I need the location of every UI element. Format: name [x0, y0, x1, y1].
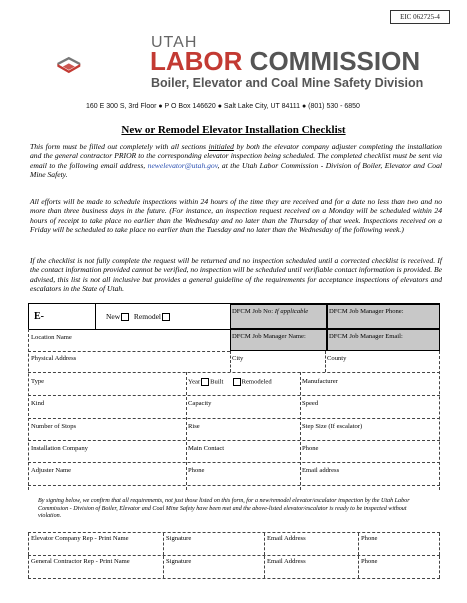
speed-label: Speed — [302, 400, 319, 407]
rise-label: Rise — [188, 423, 200, 430]
contractor-rep-phone-label[interactable]: Phone — [361, 558, 378, 565]
adjuster-name-label: Adjuster Name — [31, 467, 72, 474]
remodeled-label: Remodeled — [241, 378, 272, 386]
new-label: New — [106, 312, 121, 321]
e-number-field[interactable]: E- — [34, 311, 44, 322]
logo-division: Boiler, Elevator and Coal Mine Safety Division — [151, 76, 424, 90]
county-label: County — [327, 355, 347, 362]
built-checkbox[interactable] — [201, 378, 209, 386]
dfcm-manager-name-label: DFCM Job Manager Name: — [232, 333, 306, 340]
contractor-rep-name-label[interactable]: General Contractor Rep - Print Name — [31, 558, 130, 565]
address-line[interactable] — [28, 372, 440, 373]
requirements-paragraph: If the checklist is not fully complete the request will be returned and no inspection scheduled until a corrected checklist is received. If the contact information provided cannot be verified, no inspection will be scheduled until verifiable contact information is provided. Be advised, this list is not all inclusive but provides a general guideline of the requirements for acceptance inspections of elevators and escalators in the State of Utah. — [30, 256, 442, 294]
location-name-line[interactable] — [28, 351, 230, 352]
dfcm-manager-email-label: DFCM Job Manager Email: — [329, 333, 403, 340]
kind-label: Kind — [31, 400, 45, 407]
logo-state: UTAH — [151, 34, 198, 51]
submission-email-link[interactable]: newelevator@utah.gov — [147, 160, 218, 170]
capacity-label: Capacity — [188, 400, 212, 407]
physical-address-label: Physical Address — [31, 355, 77, 362]
year-group — [188, 378, 272, 387]
main-contact-label: Main Contact — [188, 445, 225, 452]
contractor-rep-email-label[interactable]: Email Address — [267, 558, 306, 565]
stops-label: Number of Stops — [31, 423, 77, 430]
remodel-checkbox[interactable] — [162, 313, 170, 321]
page-title: New or Remodel Elevator Installation Checklist — [121, 124, 346, 136]
type-label: Type — [31, 378, 45, 385]
installation-company-label: Installation Company — [31, 445, 88, 452]
general-contractor-signature-row — [28, 556, 440, 579]
type-line[interactable] — [28, 395, 440, 396]
city-label: City — [232, 355, 244, 362]
logo-title — [150, 48, 420, 74]
intro-paragraph: This form must be filled out completely with all sections initialed by both the elevator company adjuster completing the installation and the general contractor PRIOR to the corresponding elevator inspection being scheduled. The completed checklist must be sent via email to the following email address, newelevator@utah.gov, at the Utah Labor Commission - Division of Boiler, Elevator and Coal Mine Safety. — [30, 142, 442, 180]
form-id-box: EIC 062725-4 — [390, 10, 450, 24]
dfcm-job-no-label: DFCM Job No: If applicable — [232, 308, 309, 315]
elevator-rep-signature-label[interactable]: Signature — [166, 535, 192, 542]
signing-statement: By signing below, we confirm that all requirements, not just those listed on this form, for a new/remodel elevator/escalator inspection by the Utah Labor Commission - Division of Boiler, Elevator and Coal Mine Safety have been met and the above-listed elevator/escalator is ready to be inspected without violation. — [38, 498, 410, 520]
logo-labor: LABOR — [150, 46, 243, 76]
location-name-label: Location Name — [31, 334, 72, 341]
elevator-rep-phone-label[interactable]: Phone — [361, 535, 378, 542]
logo-commission: COMMISSION — [249, 46, 421, 76]
adjuster-phone-label: Phone — [188, 467, 205, 474]
remodeled-checkbox[interactable] — [233, 378, 241, 386]
built-label: Built — [210, 378, 224, 386]
installation-form — [28, 303, 440, 492]
adjuster-line[interactable] — [28, 485, 440, 486]
kind-line[interactable] — [28, 418, 440, 419]
labor-commission-logo — [56, 34, 146, 96]
elevator-rep-email-label[interactable]: Email Address — [267, 535, 306, 542]
company-phone-label: Phone — [302, 445, 319, 452]
stops-line[interactable] — [28, 440, 440, 441]
scheduling-paragraph: All efforts will be made to schedule inspections within 24 hours of the time they are received and for a date no less than two and no more than three business days in the future. (For instance, an inspection request received on a Monday will be scheduled within 24 hours of receipt to take place no earlier than the Wednesday and no later than the Thursday of that week. Inspections received on a Friday will be scheduled to take place no earlier than the Tuesday and no later than the Wednesday of the following week.) — [30, 197, 442, 235]
adjuster-email-label: Email address — [302, 467, 340, 474]
contractor-rep-signature-label[interactable]: Signature — [166, 558, 192, 565]
dfcm-manager-phone-label: DFCM Job Manager Phone: — [329, 308, 404, 315]
elevator-company-signature-row — [28, 532, 440, 556]
new-remodel-group — [106, 313, 171, 321]
year-label: Year — [188, 378, 201, 386]
elevator-rep-name-label[interactable]: Elevator Company Rep - Print Name — [31, 535, 129, 542]
company-line[interactable] — [28, 462, 440, 463]
agency-address: 160 E 300 S, 3rd Floor ● P O Box 146620 ● Salt Lake City, UT 84111 ● (801) 530 - 6850 — [86, 103, 360, 110]
step-size-label: Step Size (If escalator) — [302, 423, 363, 430]
remodel-label: Remodel — [133, 312, 161, 321]
manufacturer-label: Manufacturer — [302, 378, 338, 385]
new-checkbox[interactable] — [121, 313, 129, 321]
